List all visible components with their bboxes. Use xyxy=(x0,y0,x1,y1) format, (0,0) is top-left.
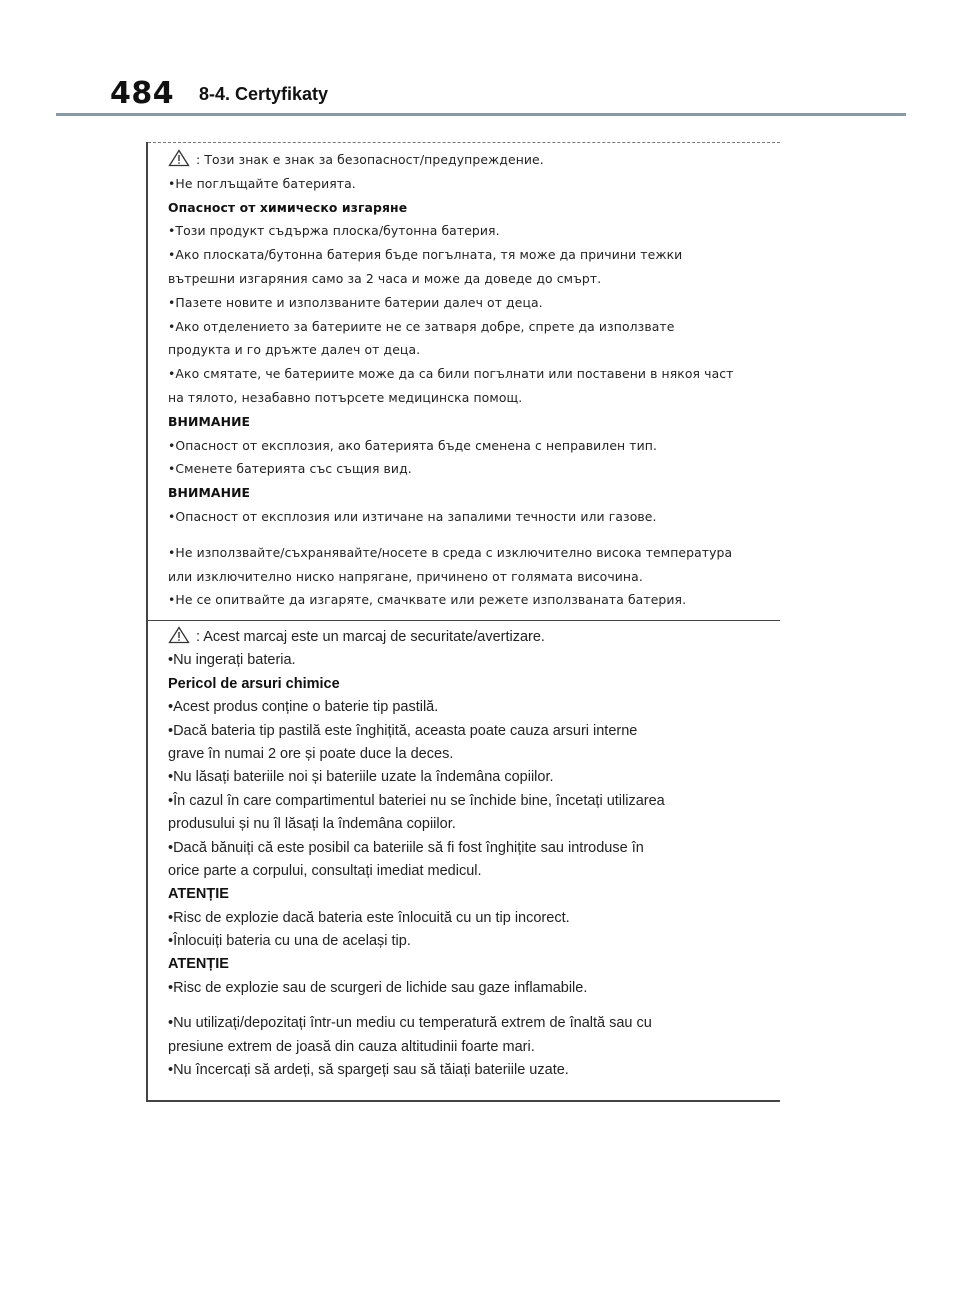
line-text: •Risc de explozie dacă bateria este înlocuită cu un tip incorect. xyxy=(168,909,570,926)
line-text: ВНИМАНИЕ xyxy=(168,413,251,429)
line-text: •Пазете новите и използваните батерии далеч от деца. xyxy=(168,294,543,310)
line-text: •Înlocuiți bateria cu una de același tip. xyxy=(168,933,411,950)
text-line xyxy=(168,626,768,649)
warning-triangle-icon xyxy=(168,149,190,167)
line-text: на тялото, незабавно потърсете медицинска помощ. xyxy=(168,389,523,405)
text-line xyxy=(168,860,768,883)
section-title: 8-4. Certyfikaty xyxy=(199,84,329,104)
text-line xyxy=(168,219,768,243)
text-line xyxy=(168,338,768,362)
line-text: ВНИМАНИЕ xyxy=(168,485,251,501)
text-line xyxy=(168,1059,768,1082)
line-text: •Dacă bănuiți că este posibil ca bateriile să fi fost înghițite sau introduse în xyxy=(168,839,644,856)
line-text: Опасност от химическо изгаряне xyxy=(168,199,408,215)
text-line xyxy=(168,362,768,386)
section-heading xyxy=(168,481,768,505)
certificate-scan xyxy=(146,142,780,1102)
bulgarian-text-block xyxy=(168,148,768,612)
text-line xyxy=(168,243,768,267)
line-text: produsului și nu îl lăsați la îndemâna copiilor. xyxy=(168,816,456,833)
text-line xyxy=(168,148,768,172)
line-text: •Acest produs conține o baterie tip pastilă. xyxy=(168,699,439,716)
text-line xyxy=(168,696,768,719)
line-text: •Ако смятате, че батериите може да са били погълнати или поставени в някоя част xyxy=(168,366,734,382)
warning-triangle-icon xyxy=(168,626,190,644)
romanian-text-block xyxy=(168,626,768,1082)
line-text: продукта и го дръжте далеч от деца. xyxy=(168,342,421,358)
section-heading xyxy=(168,953,768,976)
section-heading xyxy=(168,673,768,696)
line-text: •Ако плоската/бутонна батерия бъде погълната, тя може да причини тежки xyxy=(168,247,683,263)
page-number: 484 xyxy=(110,76,175,111)
text-line xyxy=(168,977,768,1000)
line-text: presiune extrem de joasă din cauza altitudinii foarte mari. xyxy=(168,1038,535,1055)
section-heading xyxy=(168,196,768,220)
line-text: •Dacă bateria tip pastilă este înghițită, aceasta poate cauza arsuri interne xyxy=(168,722,638,739)
line-text: •Опасност от експлозия или изтичане на запалими течности или газове. xyxy=(168,508,657,524)
line-text: •În cazul în care compartimentul bateriei nu se închide bine, încetați utilizarea xyxy=(168,792,665,809)
text-line xyxy=(168,457,768,481)
line-text: grave în numai 2 ore și poate duce la deces. xyxy=(168,745,454,762)
text-line xyxy=(168,315,768,339)
spacer xyxy=(168,1000,768,1012)
text-line xyxy=(168,743,768,766)
line-text: •Nu utilizați/depozitați într-un mediu cu temperatură extrem de înaltă sau cu xyxy=(168,1015,652,1032)
line-text: ATENȚIE xyxy=(168,956,229,973)
section-heading xyxy=(168,410,768,434)
text-line xyxy=(168,720,768,743)
line-text: •Nu încercați să ardeți, să spargeți sau să tăiați bateriile uzate. xyxy=(168,1062,569,1079)
text-line xyxy=(168,541,768,565)
page-header xyxy=(0,0,960,118)
line-text: •Не се опитвайте да изгаряте, смачквате или режете използваната батерия. xyxy=(168,592,687,608)
text-line xyxy=(168,766,768,789)
text-line xyxy=(168,837,768,860)
line-text: •Този продукт съдържа плоска/бутонна батерия. xyxy=(168,223,500,239)
line-text: : Този знак е знак за безопасност/предупреждение. xyxy=(196,152,544,167)
text-line xyxy=(168,907,768,930)
spacer xyxy=(168,529,768,541)
line-text: вътрешни изгаряния само за 2 часа и може да доведе до смърт. xyxy=(168,270,602,286)
line-text: •Nu ingerați bateria. xyxy=(168,652,296,669)
line-text: •Не поглъщайте батерията. xyxy=(168,175,356,191)
line-text: •Не използвайте/съхранявайте/носете в среда с изключително висока температура xyxy=(168,544,733,560)
text-line xyxy=(168,291,768,315)
text-line xyxy=(168,565,768,589)
line-text: orice parte a corpului, consultați imediat medicul. xyxy=(168,862,482,879)
text-line xyxy=(168,1036,768,1059)
header-divider xyxy=(56,113,906,116)
line-text: •Risc de explozie sau de scurgeri de lichide sau gaze inflamabile. xyxy=(168,979,588,996)
section-heading xyxy=(168,883,768,906)
text-line xyxy=(168,588,768,612)
text-line xyxy=(168,649,768,672)
language-divider xyxy=(148,620,780,621)
text-line xyxy=(168,172,768,196)
line-text: : Acest marcaj este un marcaj de securitate/avertizare. xyxy=(196,629,545,645)
text-line xyxy=(168,267,768,291)
line-text: Pericol de arsuri chimice xyxy=(168,675,340,692)
text-line xyxy=(168,930,768,953)
scan-top-divider xyxy=(148,142,780,143)
text-line xyxy=(168,813,768,836)
line-text: •Опасност от експлозия, ако батерията бъде сменена с неправилен тип. xyxy=(168,437,657,453)
line-text: ATENȚIE xyxy=(168,886,229,903)
text-line xyxy=(168,505,768,529)
line-text: •Nu lăsați bateriile noi și bateriile uzate la îndemâna copiilor. xyxy=(168,769,554,786)
text-line xyxy=(168,1012,768,1035)
text-line xyxy=(168,386,768,410)
text-line xyxy=(168,434,768,458)
line-text: •Сменете батерията със същия вид. xyxy=(168,461,412,477)
text-line xyxy=(168,790,768,813)
line-text: или изключително ниско напрягане, причинено от голямата височина. xyxy=(168,568,643,584)
line-text: •Ако отделението за батериите не се затваря добре, спрете да използвате xyxy=(168,318,675,334)
